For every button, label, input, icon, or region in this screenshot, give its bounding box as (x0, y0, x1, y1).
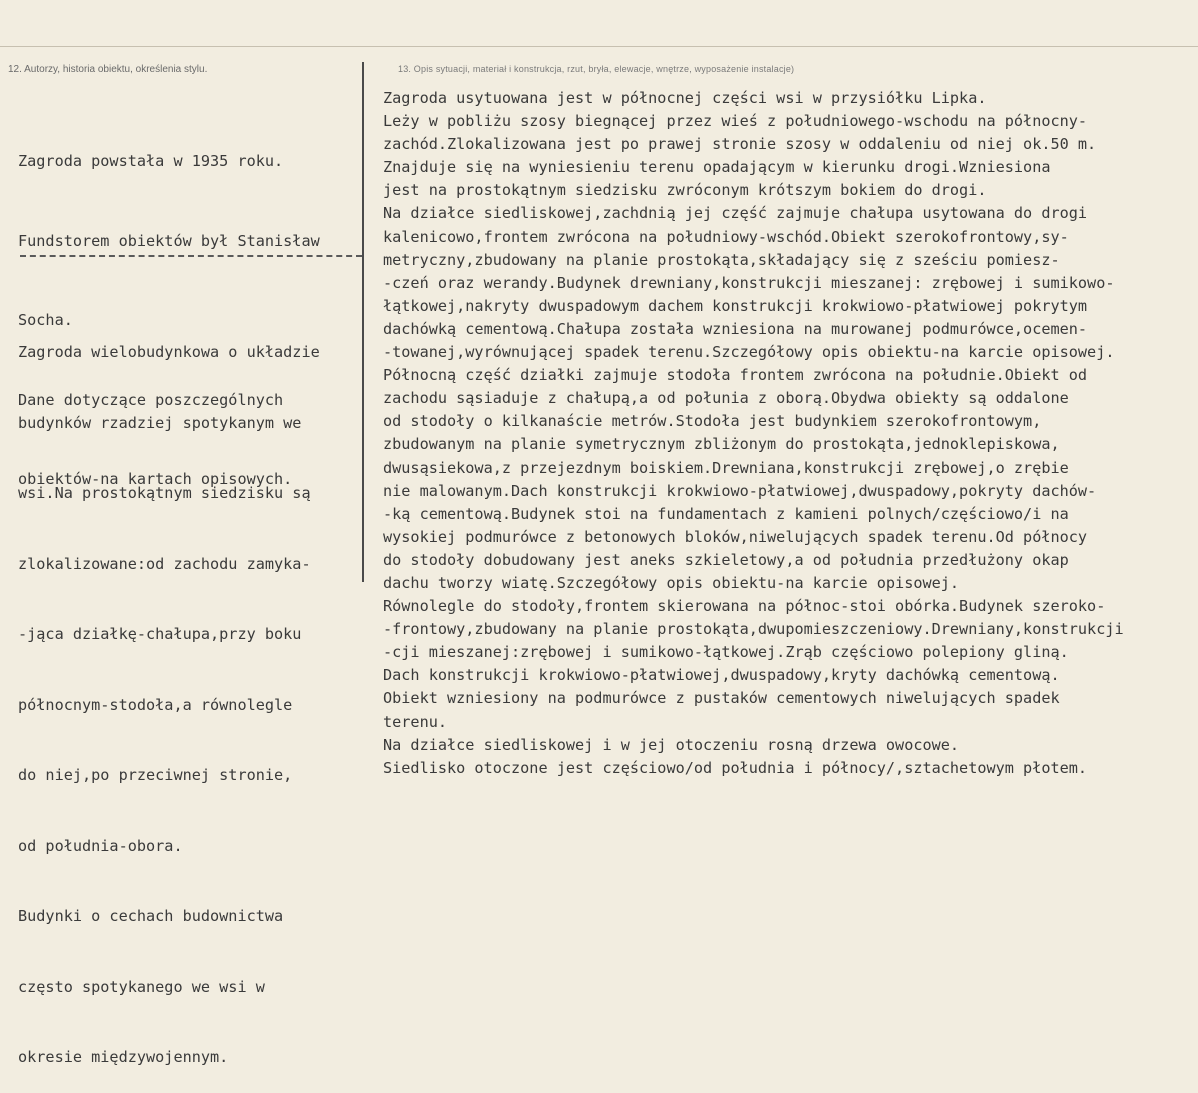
description-line: Obiekt wzniesiony na podmurówce z pustaków cementowych niwelujących spadek (383, 689, 1060, 708)
description-line: Na działce siedliskowej i w jej otoczeniu rosną drzewa owocowe. (383, 735, 960, 754)
description-line: zachodu sąsiaduje z chałupą,a od połunia z oborą.Obydwa obiekty są oddalone (383, 389, 1069, 408)
description-line: -cji mieszanej:zrębowej i sumikowo-łątkowej.Zrąb częściowo polepiony gliną. (383, 643, 1069, 662)
style-line: północnym-stodoła,a równolegle (18, 695, 293, 714)
history-line: Dane dotyczące poszczególnych (18, 390, 284, 409)
section-12-header: 12. Autorzy, historia obiektu, określenia stylu. (8, 64, 208, 75)
style-line: -jąca działkę-chałupa,przy boku (18, 625, 302, 643)
description-line: -ką cementową.Budynek stoi na fundamentach z kamieni polnych/częściowo/i na (383, 504, 1069, 523)
style-line: Zagroda wielobudynkowa o układzie (18, 343, 320, 361)
description-line: -czeń oraz werandy.Budynek drewniany,konstrukcji mieszanej: zrębowej i sumikowo- (383, 273, 1115, 292)
description-line: dachu tworzy wiatę.Szczegółowy opis obiektu-na karcie opisowej. (383, 573, 960, 592)
description-line: Dach konstrukcji krokwiowo-płatwiowej,dwuspadowy,kryty dachówką cementową. (383, 666, 1060, 685)
description-line: nie malowanym.Dach konstrukcji krokwiowo-płatwiowej,dwuspadowy,pokryty dachów- (383, 481, 1097, 500)
description-line: Na działce siedliskowej,zachdnią jej część zajmuje chałupa usytowana do drogi (383, 204, 1088, 223)
description-line: Północną część działki zajmuje stodoła frontem zwrócona na południe.Obiekt od (383, 366, 1088, 385)
description-line: do stodoły dobudowany jest aneks szkieletowy,a od południa przedłużony okap (383, 550, 1069, 569)
description-line: dachówką cementową.Chałupa została wzniesiona na murowanej podmurówce,ocemen- (383, 319, 1088, 338)
description-line: Leży w pobliżu szosy biegnącej przez wieś z południowego-wschodu na północny- (383, 112, 1088, 131)
style-line: Budynki o cechach budownictwa (18, 907, 284, 925)
style-line: budynków rzadziej spotykanym we (18, 413, 302, 432)
history-line: Zagroda powstała w 1935 roku. (18, 152, 284, 170)
top-rule (0, 46, 1198, 47)
description-line: Znajduje się na wyniesieniu terenu opadającym w kierunku drogi.Wzniesiona (383, 158, 1051, 177)
dashed-separator (20, 255, 362, 257)
history-line: obiektów-na kartach opisowych. (18, 470, 293, 488)
section-13-header: 13. Opis sytuacji, materiał i konstrukcja, rzut, bryła, elewacje, wnętrze, wyposażenie instalacje) (398, 64, 795, 74)
description-line: jest na prostokątnym siedzisku zwróconym krótszym bokiem do drogi. (383, 181, 987, 200)
history-line: Fundstorem obiektów był Stanisław (18, 231, 320, 250)
description-line: od stodoły o kilkanaście metrów.Stodoła jest budynkiem szerokofrontowym, (383, 412, 1042, 431)
description-line: Równolegle do stodoły,frontem skierowana na północ-stoi obórka.Budynek szeroko- (383, 597, 1106, 616)
description-line: Zagroda usytuowana jest w północnej części wsi w przysiółku Lipka. (383, 89, 987, 107)
style-line: często spotykanego we wsi w (18, 977, 265, 996)
history-line: Socha. (18, 311, 73, 329)
description-line: wysokiej podmurówce z betonowych bloków,niwelujących spadek terenu.Od północy (383, 527, 1088, 546)
description-line: kalenicowo,frontem zwrócona na południowy-wschód.Obiekt szerokofrontowy,sy- (383, 227, 1069, 246)
description-line: -frontowy,zbudowany na planie prostokąta,dwupomieszczeniowy.Drewniany,konstrukcji (383, 620, 1124, 639)
column-divider (362, 62, 364, 582)
description-line: -towanej,wyrównującej spadek terenu.Szczegółowy opis obiektu-na karcie opisowej. (383, 343, 1115, 362)
style-line: okresie międzywojennym. (18, 1048, 229, 1066)
description-line: metryczny,zbudowany na planie prostokąta,składający się z sześciu pomiesz- (383, 250, 1060, 269)
description-text (383, 87, 1124, 780)
description-line: terenu. (383, 712, 448, 731)
style-line: od południa-obora. (18, 836, 183, 855)
description-line: Siedlisko otoczone jest częściowo/od południa i północy/,sztachetowym płotem. (383, 758, 1088, 777)
description-line: zbudowanym na planie symetrycznym zbliżonym do prostokąta,jednoklepiskowa, (383, 435, 1060, 454)
style-text (18, 294, 320, 1093)
description-line: łątkowej,nakryty dwuspadowym dachem konstrukcji krokwiowo-płatwiowej pokrytym (383, 296, 1088, 315)
description-line: dwusąsiekowa,z przejezdnym boiskiem.Drewniana,konstrukcji zrębowej,o zrębie (383, 458, 1069, 477)
style-line: do niej,po przeciwnej stronie, (18, 766, 293, 784)
style-line: wsi.Na prostokątnym siedzisku są (18, 484, 311, 502)
description-line: zachód.Zlokalizowana jest po prawej stronie szosy w oddaleniu od niej ok.50 m. (383, 135, 1097, 154)
style-line: zlokalizowane:od zachodu zamyka- (18, 554, 311, 573)
